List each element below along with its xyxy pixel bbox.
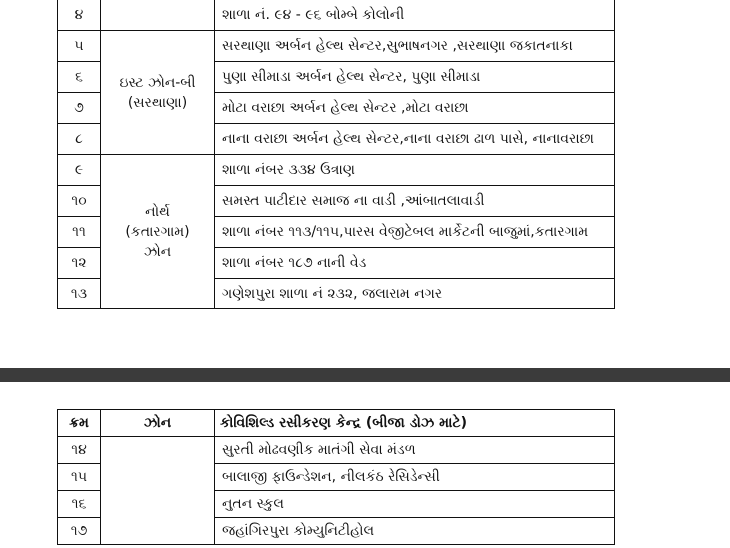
- serial-number: ૯: [58, 155, 101, 186]
- zone-cell: [101, 0, 215, 31]
- center-name: નુતન સ્કુલ: [215, 491, 615, 518]
- center-name: નાના વરાછા અર્બન હેલ્થ સેન્ટર,નાના વરાછા ઢાળ પાસે, નાનાવરાછા: [215, 124, 615, 155]
- table-body: [58, 0, 615, 309]
- header-zone: ઝોન: [101, 410, 215, 437]
- center-name: શાળા નં. ૯૪ - ૯૬ બોમ્બે કોલોની: [215, 0, 615, 31]
- center-name: સુરતી મોઢવણીક માતંગી સેવા મંડળ: [215, 437, 615, 464]
- zone-cell: [101, 437, 215, 545]
- center-name: પુણા સીમાડા અર્બન હેલ્થ સેન્ટર, પુણા સીમાડા: [215, 62, 615, 93]
- serial-number: ૧૪: [58, 437, 101, 464]
- serial-number: ૧૩: [58, 279, 101, 309]
- table-row: [58, 437, 615, 464]
- table-row: [58, 155, 615, 186]
- serial-number: ૮: [58, 124, 101, 155]
- table-row: [58, 0, 615, 31]
- serial-number: ૭: [58, 93, 101, 124]
- serial-number: ૪: [58, 0, 101, 31]
- serial-number: ૧૧: [58, 217, 101, 248]
- serial-number: ૧૫: [58, 464, 101, 491]
- header-center: કોવિશિલ્ડ રસીકરણ કેન્દ્ર (બીજા ડોઝ માટે): [215, 410, 615, 437]
- serial-number: ૬: [58, 62, 101, 93]
- center-name: શાળા નંબર ૧૮૭ નાની વેડ: [215, 248, 615, 279]
- center-name: શાળા નંબર ૩૩૪ ઉત્રાણ: [215, 155, 615, 186]
- center-name: જહાંગિરપુરા કોમ્યુનિટીહોલ: [215, 518, 615, 545]
- center-name: બાલાજી ફાઉન્ડેશન, નીલકંઠ રેસિડેન્સી: [215, 464, 615, 491]
- serial-number: ૧૦: [58, 186, 101, 217]
- table-row: [58, 31, 615, 62]
- serial-number: ૧૭: [58, 518, 101, 545]
- document-page-2: [0, 382, 730, 548]
- center-name: મોટા વરાછા અર્બન હેલ્થ સેન્ટર ,મોટા વરાછા: [215, 93, 615, 124]
- center-name: સરથાણા અર્બન હેલ્થ સેન્ટર,સુભાષનગર ,સરથાણા જકાતનાકા: [215, 31, 615, 62]
- center-name: ગણેશપુરા શાળા નં ૨૩૨, જલારામ નગર: [215, 279, 615, 309]
- table-header-row: [58, 410, 615, 437]
- serial-number: ૧૬: [58, 491, 101, 518]
- serial-number: ૫: [58, 31, 101, 62]
- vaccination-centers-table-2: [57, 409, 615, 545]
- zone-cell: નોર્થ (કતારગામ) ઝોન: [101, 155, 215, 309]
- center-name: સમસ્ત પાટીદાર સમાજ ના વાડી ,આંબાતલાવાડી: [215, 186, 615, 217]
- page-separator: [0, 368, 730, 382]
- vaccination-centers-table-1: [57, 0, 615, 309]
- center-name: શાળા નંબર ૧૧૩/૧૧૫,પારસ વેજીટેબલ માર્કેટની બાજુમાં,કતારગામ: [215, 217, 615, 248]
- header-serial-no: ક્રમ: [58, 410, 101, 437]
- serial-number: ૧૨: [58, 248, 101, 279]
- table-body: [58, 437, 615, 545]
- zone-cell: ઇસ્ટ ઝોન-બી (સરથાણા): [101, 31, 215, 155]
